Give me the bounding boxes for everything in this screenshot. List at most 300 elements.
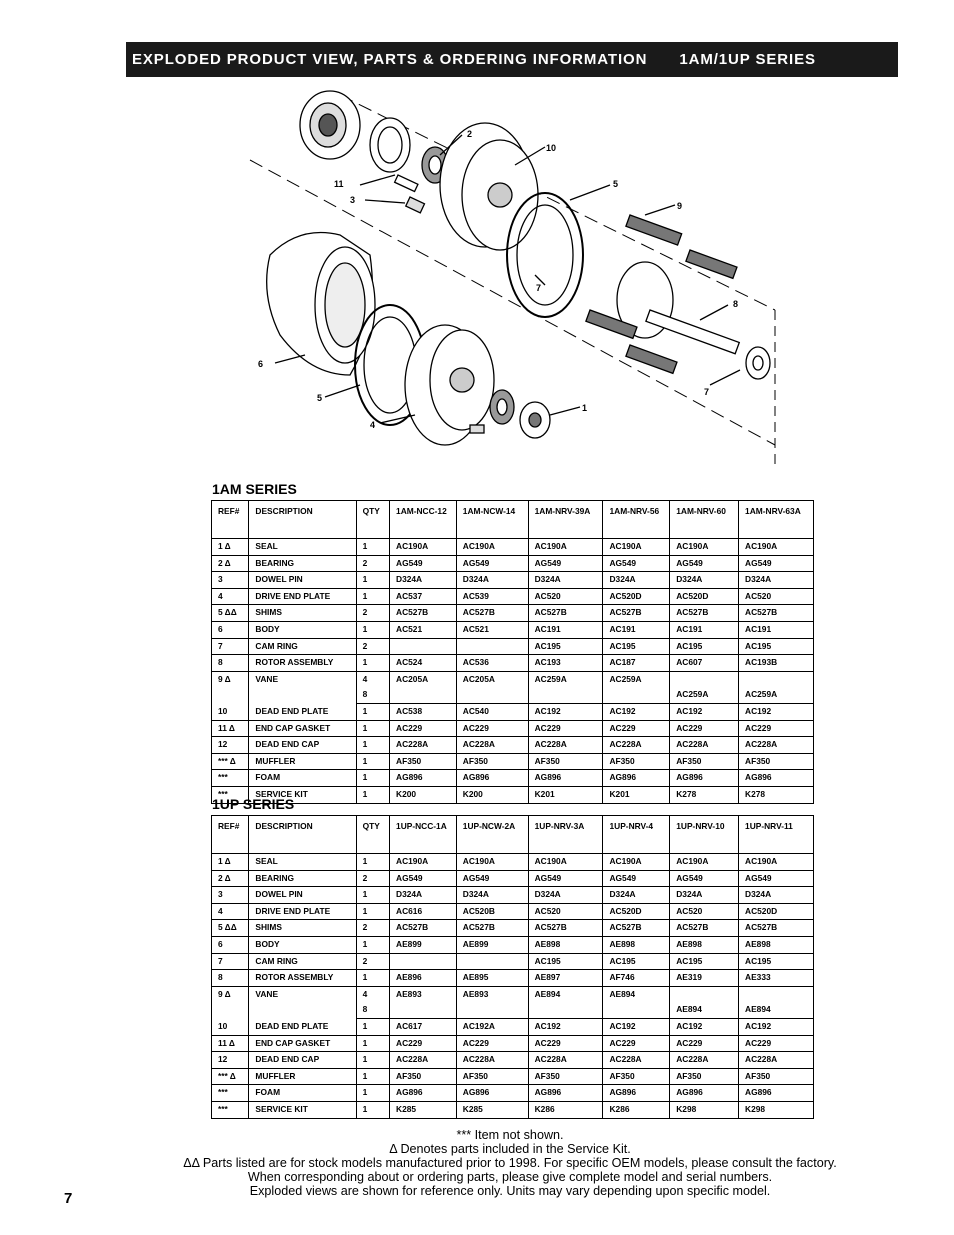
table-cell: AC527B bbox=[456, 605, 528, 622]
table-cell: VANE bbox=[249, 671, 356, 703]
table-cell: AC229 bbox=[739, 720, 814, 737]
table-cell: AC192 bbox=[739, 1018, 814, 1035]
table-row bbox=[212, 770, 814, 787]
table-cell: K285 bbox=[456, 1101, 528, 1118]
table-cell: 1 bbox=[356, 786, 389, 803]
table-cell: AC192 bbox=[603, 1018, 670, 1035]
table-cell: AG896 bbox=[390, 1085, 457, 1102]
table-cell: AC607 bbox=[670, 655, 739, 672]
table-cell: 2 Δ bbox=[212, 870, 249, 887]
header-title: EXPLODED PRODUCT VIEW, PARTS & ORDERING INFORMATION bbox=[132, 51, 648, 68]
column-header: 1AM-NCW-14 bbox=[456, 501, 528, 539]
table-cell: AE894 bbox=[603, 986, 670, 1002]
table-cell: AE319 bbox=[670, 970, 739, 987]
table-row bbox=[212, 753, 814, 770]
table-cell: AC205A bbox=[456, 671, 528, 687]
table-cell: AC195 bbox=[670, 638, 739, 655]
table-cell: K286 bbox=[528, 1101, 603, 1118]
footnotes bbox=[130, 1128, 890, 1198]
table-cell: DEAD END CAP bbox=[249, 737, 356, 754]
callout-1: 1 bbox=[582, 403, 588, 413]
table-cell: AG896 bbox=[670, 1085, 739, 1102]
callout-2: 2 bbox=[467, 129, 473, 139]
callout-5a: 5 bbox=[613, 179, 619, 189]
callout-8: 8 bbox=[733, 299, 739, 309]
table-cell: D324A bbox=[739, 887, 814, 904]
up-series-title: 1UP SERIES bbox=[212, 796, 295, 812]
table-cell: AG896 bbox=[456, 1085, 528, 1102]
table-cell: D324A bbox=[456, 887, 528, 904]
table-cell: AG896 bbox=[739, 770, 814, 787]
table-cell: AC195 bbox=[739, 638, 814, 655]
callout-10: 10 bbox=[546, 143, 557, 153]
table-cell: D324A bbox=[603, 572, 670, 589]
table-cell: AG549 bbox=[670, 555, 739, 572]
table-cell: D324A bbox=[739, 572, 814, 589]
table-cell: AC228A bbox=[739, 737, 814, 754]
table-cell: AC229 bbox=[670, 1035, 739, 1052]
table-row bbox=[212, 1068, 814, 1085]
table-cell: 9 Δ bbox=[212, 986, 249, 1018]
table-cell: 12 bbox=[212, 737, 249, 754]
column-header: DESCRIPTION bbox=[249, 501, 356, 539]
table-cell bbox=[456, 1002, 528, 1018]
table-cell: AC228A bbox=[390, 1052, 457, 1069]
table-cell: 7 bbox=[212, 953, 249, 970]
table-cell: SEAL bbox=[249, 539, 356, 556]
table-cell: *** Δ bbox=[212, 753, 249, 770]
table-cell: K285 bbox=[390, 1101, 457, 1118]
table-cell: AC520B bbox=[456, 903, 528, 920]
table-cell: AC527B bbox=[739, 605, 814, 622]
column-header: 1AM-NRV-39A bbox=[528, 501, 603, 539]
table-cell: *** bbox=[212, 770, 249, 787]
table-cell: 7 bbox=[212, 638, 249, 655]
table-cell: D324A bbox=[670, 887, 739, 904]
table-cell: AC228A bbox=[603, 737, 670, 754]
table-cell: AC192 bbox=[739, 703, 814, 720]
table-row bbox=[212, 539, 814, 556]
table-cell: 1 bbox=[356, 887, 389, 904]
table-cell: BODY bbox=[249, 621, 356, 638]
table-cell: AC229 bbox=[603, 1035, 670, 1052]
table-cell bbox=[456, 638, 528, 655]
note-not-shown: *** Item not shown. bbox=[456, 1128, 564, 1142]
table-cell: DEAD END PLATE bbox=[249, 1018, 356, 1035]
table-cell: AG549 bbox=[739, 870, 814, 887]
column-header: 1AM-NRV-63A bbox=[739, 501, 814, 539]
table-cell: 8 bbox=[212, 655, 249, 672]
table-cell: *** bbox=[212, 786, 249, 803]
table-cell: 6 bbox=[212, 936, 249, 953]
table-cell: K278 bbox=[739, 786, 814, 803]
table-cell: SEAL bbox=[249, 854, 356, 871]
page-number: 7 bbox=[64, 1190, 73, 1207]
table-cell: AC229 bbox=[739, 1035, 814, 1052]
table-cell: AC195 bbox=[528, 953, 603, 970]
table-cell: AG549 bbox=[670, 870, 739, 887]
column-header: 1UP-NRV-11 bbox=[739, 816, 814, 854]
table-row bbox=[212, 737, 814, 754]
table-cell: AG896 bbox=[390, 770, 457, 787]
table-cell: AC228A bbox=[456, 1052, 528, 1069]
table-cell: CAM RING bbox=[249, 953, 356, 970]
table-cell: D324A bbox=[670, 572, 739, 589]
table-cell: AC190A bbox=[670, 539, 739, 556]
table-cell: END CAP GASKET bbox=[249, 720, 356, 737]
table-cell: AC229 bbox=[390, 720, 457, 737]
table-cell bbox=[528, 1002, 603, 1018]
table-cell: AC191 bbox=[670, 621, 739, 638]
table-cell: AE893 bbox=[390, 986, 457, 1002]
table-cell: AC229 bbox=[603, 720, 670, 737]
table-header bbox=[212, 501, 814, 539]
table-cell: AC520D bbox=[603, 903, 670, 920]
table-cell: FOAM bbox=[249, 1085, 356, 1102]
table-cell: 8 bbox=[356, 1002, 389, 1018]
table-cell: AC229 bbox=[456, 720, 528, 737]
table-cell: 1 bbox=[356, 1068, 389, 1085]
table-cell: 1 bbox=[356, 720, 389, 737]
table-cell: 1 bbox=[356, 970, 389, 987]
table-cell: AC229 bbox=[528, 1035, 603, 1052]
table-cell: AC190A bbox=[456, 854, 528, 871]
table-cell: AC228A bbox=[603, 1052, 670, 1069]
table-header bbox=[212, 816, 814, 854]
table-cell: AF350 bbox=[670, 1068, 739, 1085]
table-cell: AC259A bbox=[739, 687, 814, 703]
table-cell: AG549 bbox=[456, 555, 528, 572]
callout-4: 4 bbox=[370, 420, 376, 430]
table-cell: AC190A bbox=[739, 539, 814, 556]
table-cell: D324A bbox=[390, 572, 457, 589]
table-cell: 1 bbox=[356, 621, 389, 638]
table-cell: K200 bbox=[456, 786, 528, 803]
table-row-vane bbox=[212, 671, 814, 687]
table-cell: 8 bbox=[356, 687, 389, 703]
table-cell: MUFFLER bbox=[249, 1068, 356, 1085]
table-cell: AC540 bbox=[456, 703, 528, 720]
table-cell: 1 bbox=[356, 588, 389, 605]
table-cell: AE898 bbox=[603, 936, 670, 953]
table-cell: SERVICE KIT bbox=[249, 1101, 356, 1118]
table-cell: AC190A bbox=[528, 539, 603, 556]
table-cell: AE333 bbox=[739, 970, 814, 987]
table-cell: 4 bbox=[212, 588, 249, 605]
table-cell: AC539 bbox=[456, 588, 528, 605]
table-cell: 2 bbox=[356, 555, 389, 572]
table-cell: AC521 bbox=[456, 621, 528, 638]
table-cell bbox=[739, 986, 814, 1002]
table-cell: AF350 bbox=[603, 1068, 670, 1085]
table-cell: AE899 bbox=[390, 936, 457, 953]
table-row bbox=[212, 1101, 814, 1118]
table-cell: AE894 bbox=[528, 986, 603, 1002]
table-cell: 1 bbox=[356, 1085, 389, 1102]
table-row bbox=[212, 970, 814, 987]
table-cell: 1 bbox=[356, 655, 389, 672]
callout-7b: 7 bbox=[704, 387, 710, 397]
table-row-vane bbox=[212, 986, 814, 1002]
table-cell: AF350 bbox=[528, 1068, 603, 1085]
table-cell: AF350 bbox=[456, 753, 528, 770]
table-row bbox=[212, 936, 814, 953]
table-cell: D324A bbox=[456, 572, 528, 589]
table-cell: 6 bbox=[212, 621, 249, 638]
table-cell: DRIVE END PLATE bbox=[249, 903, 356, 920]
table-row bbox=[212, 920, 814, 937]
table-cell: SERVICE KIT bbox=[249, 786, 356, 803]
table-cell: CAM RING bbox=[249, 638, 356, 655]
table-cell: 5 ΔΔ bbox=[212, 920, 249, 937]
table-cell bbox=[456, 953, 528, 970]
table-row bbox=[212, 605, 814, 622]
table-cell: END CAP GASKET bbox=[249, 1035, 356, 1052]
column-header: 1UP-NRV-3A bbox=[528, 816, 603, 854]
table-cell: 11 Δ bbox=[212, 720, 249, 737]
callout-6: 6 bbox=[258, 359, 264, 369]
table-cell: AC228A bbox=[670, 1052, 739, 1069]
table-cell: AG896 bbox=[528, 1085, 603, 1102]
table-cell: 10 bbox=[212, 1018, 249, 1035]
table-cell: AE893 bbox=[456, 986, 528, 1002]
table-cell: VANE bbox=[249, 986, 356, 1018]
table-cell: K200 bbox=[390, 786, 457, 803]
table-cell: AC192 bbox=[528, 703, 603, 720]
table-cell: AE898 bbox=[670, 936, 739, 953]
table-cell: AF350 bbox=[528, 753, 603, 770]
table-cell: AC229 bbox=[670, 720, 739, 737]
table-cell: AC228A bbox=[528, 737, 603, 754]
table-row bbox=[212, 1085, 814, 1102]
table-cell: K278 bbox=[670, 786, 739, 803]
table-cell: AE899 bbox=[456, 936, 528, 953]
table-cell: AC190A bbox=[670, 854, 739, 871]
note-stock-models: ΔΔ Parts listed are for stock models manufactured prior to 1998. For specific OEM models, please consult the factory. bbox=[183, 1156, 837, 1170]
table-cell: 1 bbox=[356, 1035, 389, 1052]
table-cell: SHIMS bbox=[249, 605, 356, 622]
table-cell bbox=[390, 953, 457, 970]
table-cell: AC190A bbox=[456, 539, 528, 556]
table-cell: 1 bbox=[356, 539, 389, 556]
table-cell: AG549 bbox=[603, 555, 670, 572]
table-cell: AC521 bbox=[390, 621, 457, 638]
table-cell: AC193 bbox=[528, 655, 603, 672]
table-cell: AG896 bbox=[528, 770, 603, 787]
am-series-title: 1AM SERIES bbox=[212, 481, 297, 497]
table-cell: AE894 bbox=[739, 1002, 814, 1018]
table-cell: AG549 bbox=[528, 555, 603, 572]
table-cell: AC527B bbox=[603, 920, 670, 937]
table-cell: AC537 bbox=[390, 588, 457, 605]
table-cell: D324A bbox=[603, 887, 670, 904]
column-header: QTY bbox=[356, 501, 389, 539]
table-cell: DEAD END PLATE bbox=[249, 703, 356, 720]
note-service-kit: Δ Denotes parts included in the Service Kit. bbox=[389, 1142, 631, 1156]
table-cell: AC192 bbox=[670, 1018, 739, 1035]
table-row bbox=[212, 1052, 814, 1069]
table-cell: AC520D bbox=[670, 588, 739, 605]
table-cell: AC195 bbox=[603, 638, 670, 655]
table-cell: AF350 bbox=[739, 1068, 814, 1085]
callout-5b: 5 bbox=[317, 393, 323, 403]
table-row bbox=[212, 555, 814, 572]
table-cell: AC229 bbox=[456, 1035, 528, 1052]
table-cell: AC259A bbox=[528, 671, 603, 687]
table-cell: AC527B bbox=[739, 920, 814, 937]
table-cell: 2 bbox=[356, 870, 389, 887]
table-row bbox=[212, 638, 814, 655]
table-cell: 1 Δ bbox=[212, 854, 249, 871]
table-cell: AC538 bbox=[390, 703, 457, 720]
table-cell: DRIVE END PLATE bbox=[249, 588, 356, 605]
table-cell: *** bbox=[212, 1085, 249, 1102]
table-cell: AC520D bbox=[603, 588, 670, 605]
table-cell: 12 bbox=[212, 1052, 249, 1069]
table-cell: AG549 bbox=[603, 870, 670, 887]
table-cell: AE895 bbox=[456, 970, 528, 987]
table-cell: 3 bbox=[212, 887, 249, 904]
table-cell: AC527B bbox=[456, 920, 528, 937]
note-ordering: When corresponding about or ordering parts, please give complete model and serial numbers. bbox=[247, 1170, 773, 1184]
table-cell: AC259A bbox=[603, 671, 670, 687]
table-cell: 5 ΔΔ bbox=[212, 605, 249, 622]
table-cell: 1 bbox=[356, 572, 389, 589]
table-cell: AC193B bbox=[739, 655, 814, 672]
table-cell: AC190A bbox=[739, 854, 814, 871]
table-cell: AC191 bbox=[528, 621, 603, 638]
table-row bbox=[212, 786, 814, 803]
table-cell: AC191 bbox=[739, 621, 814, 638]
table-cell: D324A bbox=[528, 887, 603, 904]
column-header: 1AM-NCC-12 bbox=[390, 501, 457, 539]
table-cell: AC228A bbox=[739, 1052, 814, 1069]
table-cell: 4 bbox=[212, 903, 249, 920]
table-cell: AC527B bbox=[390, 920, 457, 937]
table-cell: AC190A bbox=[390, 539, 457, 556]
table-cell: AC527B bbox=[390, 605, 457, 622]
table-cell: AC527B bbox=[670, 605, 739, 622]
table-cell: AC228A bbox=[528, 1052, 603, 1069]
table-cell bbox=[670, 671, 739, 687]
table-cell: 1 bbox=[356, 854, 389, 871]
table-cell: AG549 bbox=[390, 870, 457, 887]
table-cell: AC190A bbox=[603, 854, 670, 871]
table-cell bbox=[390, 1002, 457, 1018]
table-cell: AC520 bbox=[528, 588, 603, 605]
table-cell: ROTOR ASSEMBLY bbox=[249, 655, 356, 672]
note-reference: Exploded views are shown for reference only. Units may vary depending upon specific model. bbox=[249, 1184, 771, 1198]
column-header: REF# bbox=[212, 816, 249, 854]
table-cell: 2 bbox=[356, 920, 389, 937]
table-cell: AF350 bbox=[739, 753, 814, 770]
table-cell: AE897 bbox=[528, 970, 603, 987]
table-cell: 2 Δ bbox=[212, 555, 249, 572]
table-cell: AC520D bbox=[739, 903, 814, 920]
table-cell: 11 Δ bbox=[212, 1035, 249, 1052]
up-parts-table bbox=[211, 815, 814, 1119]
table-cell: AF350 bbox=[456, 1068, 528, 1085]
table-cell: 10 bbox=[212, 703, 249, 720]
table-row bbox=[212, 655, 814, 672]
table-cell: K298 bbox=[670, 1101, 739, 1118]
exploded-view-diagram bbox=[230, 85, 790, 480]
table-cell: AC190A bbox=[390, 854, 457, 871]
column-header: QTY bbox=[356, 816, 389, 854]
table-cell: AC195 bbox=[528, 638, 603, 655]
column-header: 1UP-NCC-1A bbox=[390, 816, 457, 854]
table-cell: AC520 bbox=[739, 588, 814, 605]
table-cell: AC195 bbox=[670, 953, 739, 970]
table-cell: 1 bbox=[356, 1052, 389, 1069]
table-row bbox=[212, 572, 814, 589]
column-header: 1AM-NRV-60 bbox=[670, 501, 739, 539]
table-cell: 2 bbox=[356, 638, 389, 655]
table-cell: DOWEL PIN bbox=[249, 887, 356, 904]
column-header: REF# bbox=[212, 501, 249, 539]
column-header: 1UP-NRV-4 bbox=[603, 816, 670, 854]
table-cell bbox=[603, 687, 670, 703]
table-cell: AG549 bbox=[739, 555, 814, 572]
table-cell: AC192 bbox=[528, 1018, 603, 1035]
table-cell: FOAM bbox=[249, 770, 356, 787]
table-row bbox=[212, 1018, 814, 1035]
table-cell: AC229 bbox=[390, 1035, 457, 1052]
table-cell: D324A bbox=[390, 887, 457, 904]
table-cell: AE898 bbox=[528, 936, 603, 953]
table-cell: DEAD END CAP bbox=[249, 1052, 356, 1069]
table-row bbox=[212, 588, 814, 605]
table-cell: AC187 bbox=[603, 655, 670, 672]
table-cell bbox=[739, 671, 814, 687]
table-cell: MUFFLER bbox=[249, 753, 356, 770]
table-cell: AC195 bbox=[603, 953, 670, 970]
table-row bbox=[212, 953, 814, 970]
table-cell: 2 bbox=[356, 953, 389, 970]
table-cell bbox=[670, 986, 739, 1002]
table-cell: AF350 bbox=[603, 753, 670, 770]
table-cell: AC192A bbox=[456, 1018, 528, 1035]
callout-3: 3 bbox=[350, 195, 356, 205]
table-cell bbox=[390, 638, 457, 655]
table-cell: AF350 bbox=[390, 1068, 457, 1085]
table-cell: 2 bbox=[356, 605, 389, 622]
table-cell: AC191 bbox=[603, 621, 670, 638]
table-cell: AC520 bbox=[528, 903, 603, 920]
table-cell: AG549 bbox=[456, 870, 528, 887]
table-cell: K298 bbox=[739, 1101, 814, 1118]
table-cell: AG896 bbox=[603, 770, 670, 787]
table-cell: AF746 bbox=[603, 970, 670, 987]
table-cell: AC524 bbox=[390, 655, 457, 672]
table-cell: 8 bbox=[212, 970, 249, 987]
table-row bbox=[212, 720, 814, 737]
table-cell: *** Δ bbox=[212, 1068, 249, 1085]
table-cell: D324A bbox=[528, 572, 603, 589]
table-cell: AC190A bbox=[528, 854, 603, 871]
table-cell: AC527B bbox=[603, 605, 670, 622]
table-cell: AC527B bbox=[528, 920, 603, 937]
table-row bbox=[212, 903, 814, 920]
page-header bbox=[126, 42, 898, 77]
header-series: 1AM/1UP SERIES bbox=[679, 51, 816, 68]
table-cell: AC205A bbox=[390, 671, 457, 687]
table-cell: 1 bbox=[356, 936, 389, 953]
table-cell: AG896 bbox=[739, 1085, 814, 1102]
callout-9: 9 bbox=[677, 201, 683, 211]
table-row bbox=[212, 1035, 814, 1052]
table-cell: 1 Δ bbox=[212, 539, 249, 556]
